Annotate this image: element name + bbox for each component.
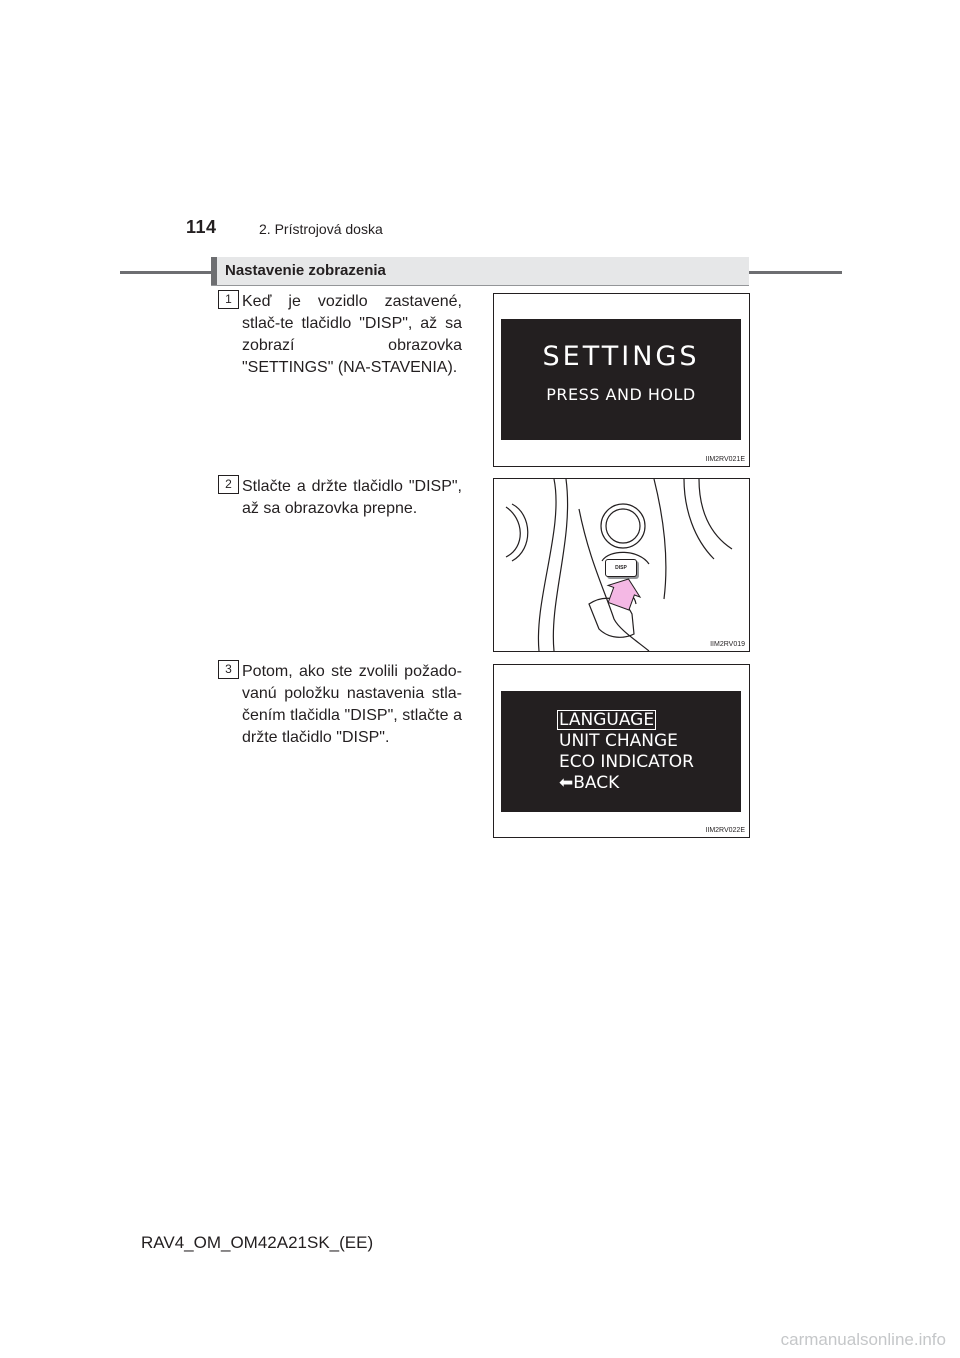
settings-menu [559,710,694,794]
document-id: RAV4_OM_OM42A21SK_(EE) [141,1233,374,1252]
press-arrow-icon [606,577,642,611]
step-2-badge: 2 [218,475,239,494]
section-heading [211,257,749,286]
figure-caption: IIM2RV019 [710,641,745,648]
figure-caption: IIM2RV021E [705,456,745,463]
chapter-title: 2. Prístrojová doska [259,221,383,237]
step-1-badge: 1 [218,290,239,309]
section-heading-label: Nastavenie zobrazenia [225,262,386,279]
step-3-badge: 3 [218,660,239,679]
page-number: 114 [186,217,217,237]
figure-caption: IIM2RV022E [705,827,745,834]
menu-item-back: ⬅BACK [559,773,620,793]
step-2-text: Stlačte a držte tlačidlo "DISP", až sa obrazovka prepne. [242,478,462,517]
disp-button-label: DISP [615,565,627,571]
menu-item-language: LANGUAGE [559,710,655,730]
display-screen-menu [501,691,741,812]
step-3-text: Potom, ako ste zvolili požado-vanú položku nastavenia stla-čením tlačidla "DISP", stlačte a držte tlačidlo "DISP". [242,663,462,746]
settings-subtitle: PRESS AND HOLD [546,385,696,404]
figure-steering-wheel [493,478,750,652]
menu-item-eco-indicator: ECO INDICATOR [559,752,694,772]
settings-title: SETTINGS [542,341,700,372]
watermark: carmanualsonline.info [780,1330,946,1349]
disp-button [605,559,637,577]
display-screen-settings [501,319,741,440]
section-heading-bar [211,257,217,285]
figure-settings-screen [493,293,750,467]
menu-item-unit-change: UNIT CHANGE [559,731,678,751]
figure-menu-screen [493,664,750,838]
step-1-text: Keď je vozidlo zastavené, stlač-te tlačidlo "DISP", až sa zobrazí obrazovka "SETTINGS" (NA-STAVENIA). [242,293,462,376]
